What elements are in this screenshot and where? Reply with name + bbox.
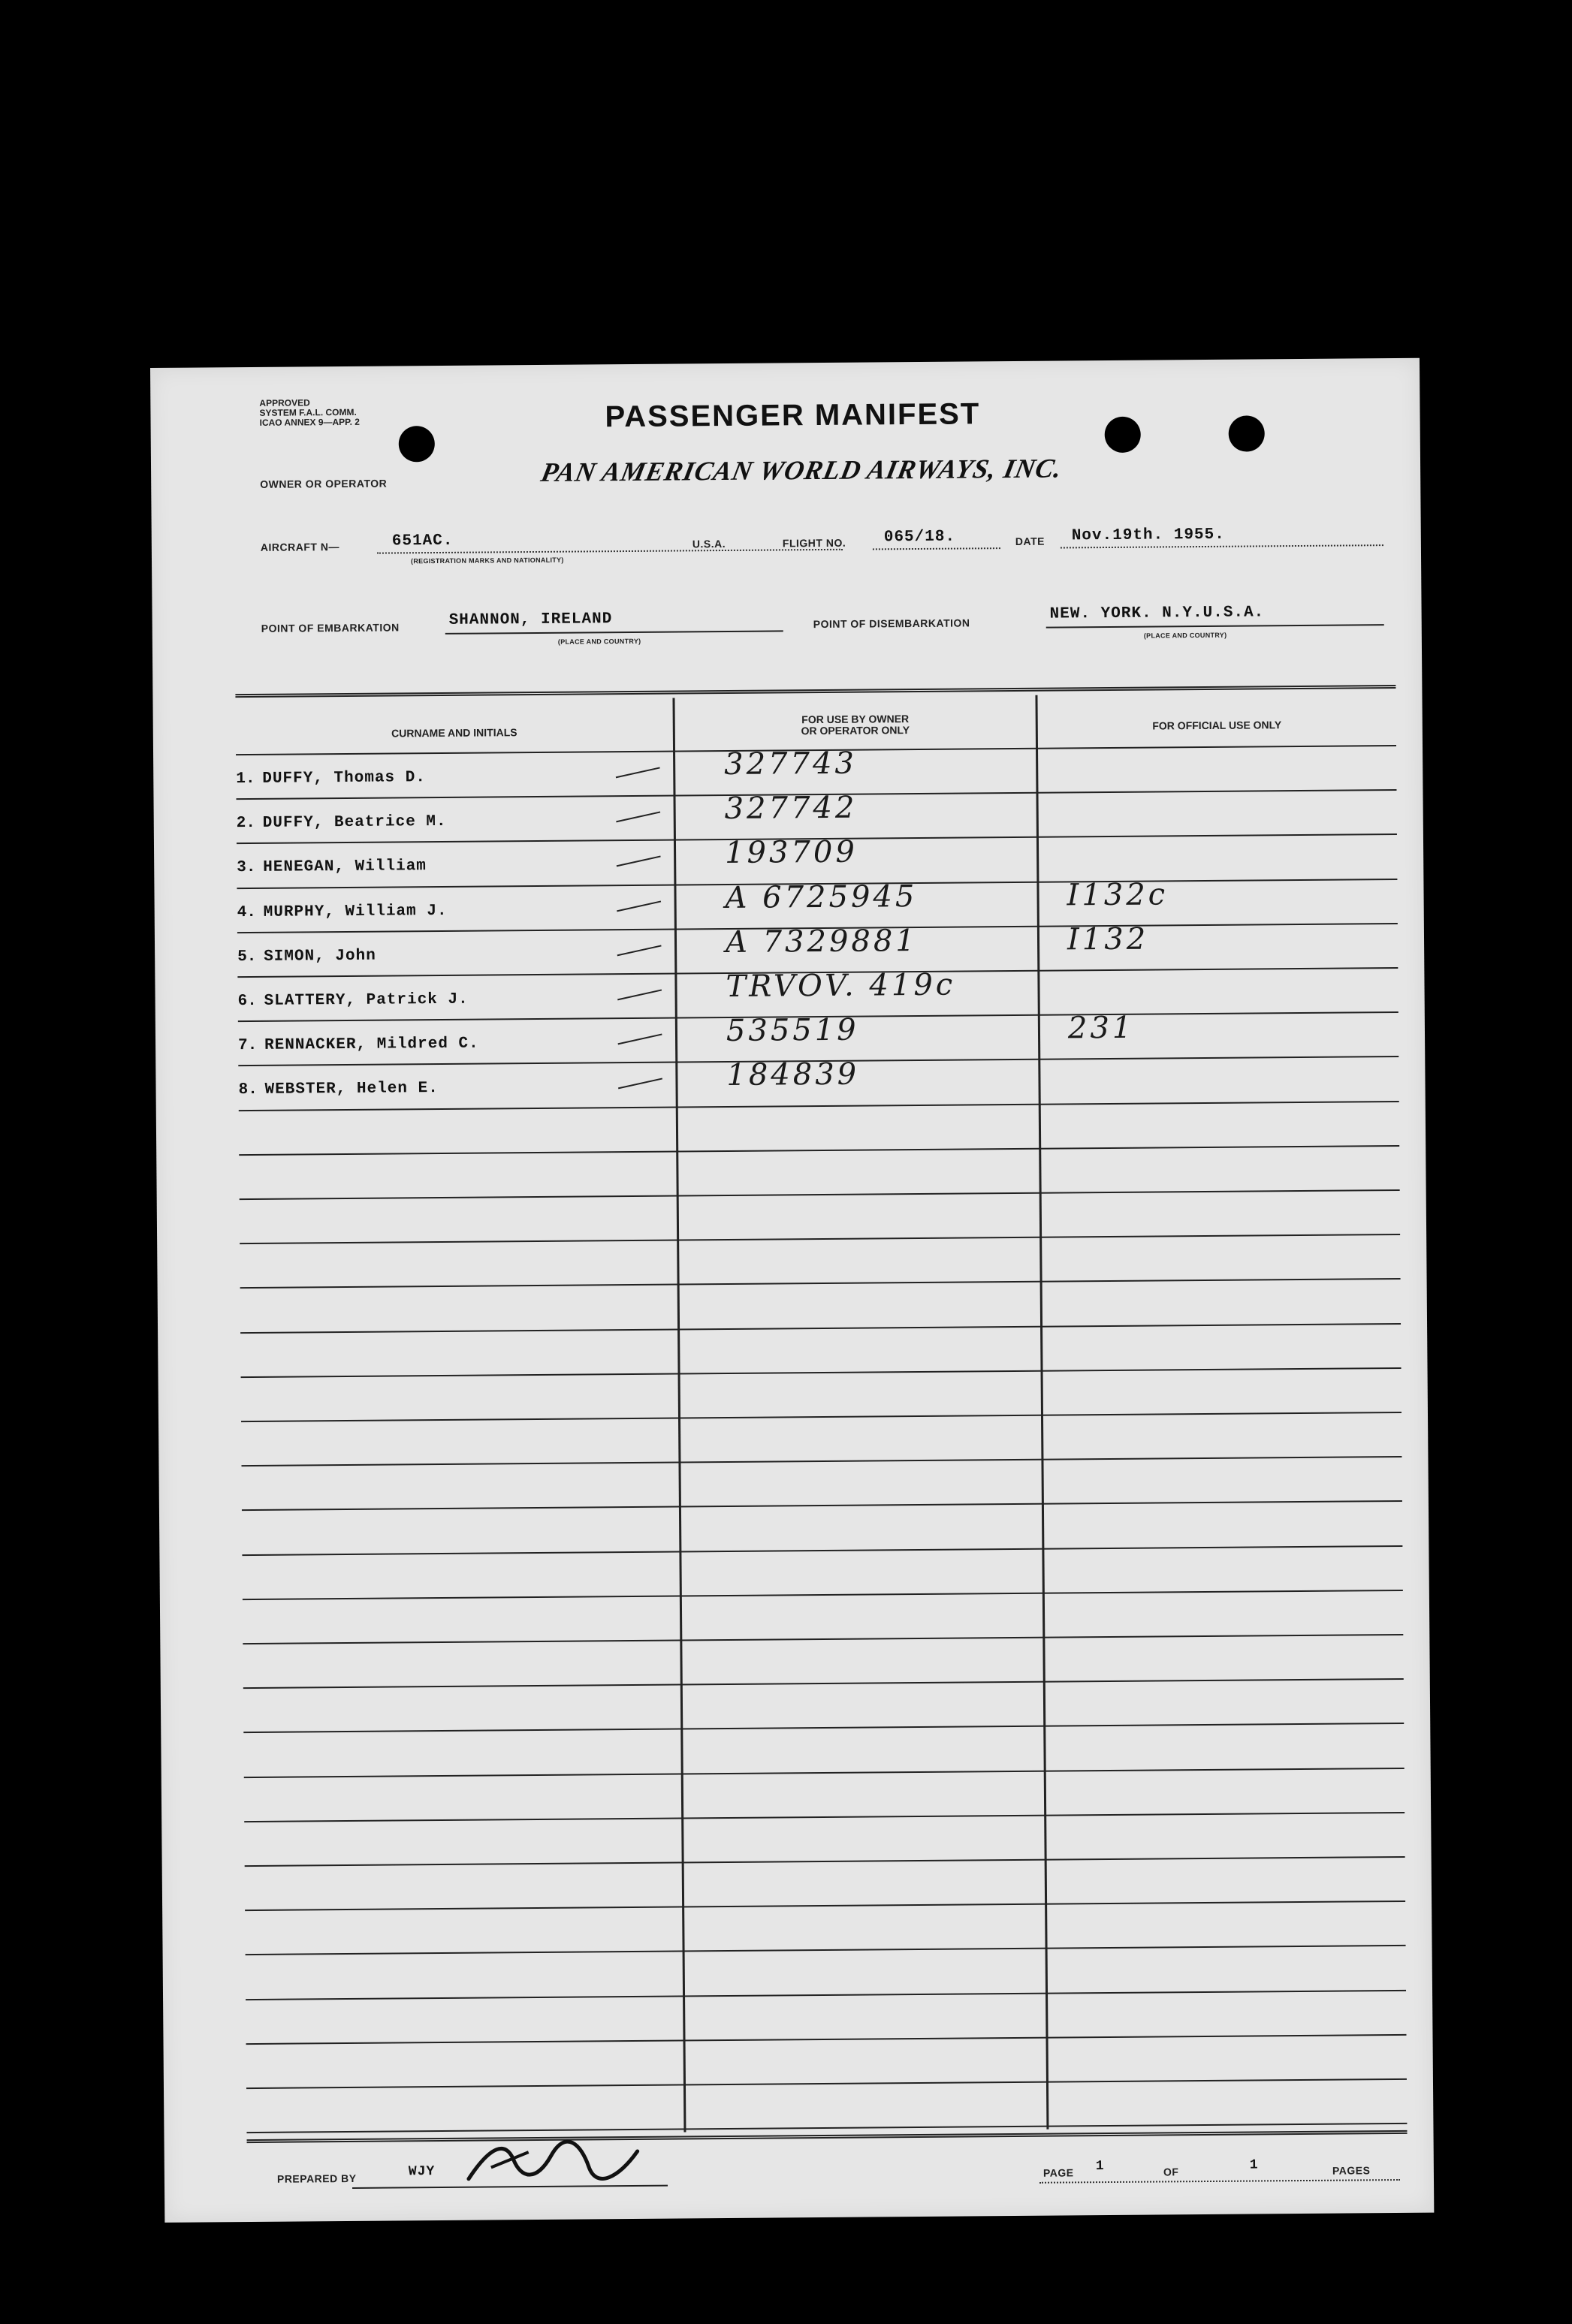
- owner-number: A 7329881: [725, 923, 918, 960]
- owner-label: OWNER OR OPERATOR: [260, 477, 388, 490]
- punch-hole-right: [1229, 415, 1265, 451]
- passenger-name: WEBSTER, Helen E.: [264, 1080, 439, 1099]
- table-top-rule: [235, 685, 1395, 698]
- row-rule: [244, 1768, 1405, 1778]
- disembarkation-value: NEW. YORK. N.Y.U.S.A.: [1049, 604, 1265, 623]
- row-rule: [243, 1723, 1404, 1733]
- row-rule: [243, 1678, 1404, 1689]
- form-title: PASSENGER MANIFEST: [605, 397, 981, 434]
- date-label: DATE: [1015, 535, 1045, 547]
- row-rule: [245, 1856, 1405, 1867]
- passenger-number: 1.: [236, 770, 255, 788]
- pages-value: 1: [1249, 2157, 1259, 2173]
- owner-number: TRVOV. 419c: [726, 967, 956, 1005]
- check-mark: [616, 812, 660, 823]
- date-value: Nov.19th. 1955.: [1071, 526, 1225, 545]
- disembarkation-label: POINT OF DISEMBARKATION: [813, 616, 970, 631]
- approval-stamp: APPROVED SYSTEM F.A.L. COMM. ICAO ANNEX 9—APP. 2: [259, 397, 361, 428]
- airline-name: PAN AMERICAN WORLD AIRWAYS, INC.: [539, 453, 1066, 487]
- row-rule: [242, 1500, 1402, 1511]
- page-label: PAGE: [1042, 2166, 1074, 2179]
- row-rule: [241, 1456, 1402, 1466]
- row-rule: [246, 2034, 1407, 2045]
- passenger-name: DUFFY, Beatrice M.: [262, 813, 447, 833]
- check-mark: [617, 945, 662, 956]
- usa-label: U.S.A.: [692, 537, 726, 550]
- row-rule: [241, 1367, 1402, 1378]
- aircraft-label: AIRCRAFT N—: [260, 541, 339, 553]
- passenger-name: HENEGAN, William: [263, 858, 427, 877]
- row-rule: [246, 1945, 1406, 1955]
- header-name: CURNAME AND INITIALS: [391, 726, 517, 740]
- table-bottom-rule: [247, 2130, 1408, 2143]
- owner-number: 535519: [726, 1012, 859, 1049]
- passenger-name: RENNACKER, Mildred C.: [264, 1035, 479, 1055]
- check-mark: [617, 900, 661, 912]
- embarkation-label: POINT OF EMBARKATION: [261, 621, 400, 635]
- owner-number: A 6725945: [725, 879, 918, 915]
- embarkation-sublabel: (PLACE AND COUNTRY): [557, 637, 641, 646]
- row-rule: [243, 1634, 1403, 1644]
- passenger-number: 8.: [238, 1081, 258, 1099]
- passenger-name: DUFFY, Thomas D.: [262, 769, 427, 788]
- passenger-number: 5.: [237, 948, 257, 966]
- header-owner: FOR USE BY OWNER OR OPERATOR ONLY: [801, 713, 910, 737]
- punch-hole-mid: [1105, 417, 1141, 453]
- row-rule: [244, 1812, 1405, 1822]
- passenger-number: 6.: [237, 992, 257, 1011]
- row-rule: [246, 2078, 1407, 2089]
- passenger-number: 2.: [236, 815, 256, 833]
- check-mark: [617, 856, 661, 867]
- check-mark: [617, 989, 662, 1000]
- row-rule: [241, 1412, 1402, 1422]
- passenger-number: 7.: [238, 1037, 258, 1055]
- of-label: OF: [1163, 2166, 1179, 2178]
- official-code: I132c: [1067, 876, 1169, 913]
- owner-number: 327742: [724, 790, 858, 827]
- official-code: I132: [1067, 921, 1149, 957]
- passenger-number: 3.: [237, 859, 256, 877]
- check-mark: [618, 1078, 662, 1090]
- passenger-name: MURPHY, William J.: [263, 902, 448, 921]
- passenger-number: 4.: [237, 903, 257, 921]
- official-code: 231: [1067, 1010, 1135, 1046]
- row-rule: [239, 1145, 1399, 1156]
- flight-value: 065/18.: [883, 528, 956, 547]
- row-rule: [240, 1189, 1400, 1200]
- passenger-name: SIMON, John: [264, 947, 376, 966]
- passenger-name: SLATTERY, Patrick J.: [264, 990, 469, 1010]
- page-value: 1: [1095, 2159, 1105, 2175]
- manifest-sheet: [150, 358, 1434, 2223]
- pages-label: PAGES: [1332, 2164, 1371, 2177]
- aircraft-sublabel: (REGISTRATION MARKS AND NATIONALITY): [410, 556, 564, 565]
- aircraft-value: 651AC.: [391, 532, 454, 550]
- check-mark: [618, 1034, 662, 1045]
- row-rule: [245, 1900, 1405, 1911]
- row-rule: [240, 1234, 1400, 1244]
- flight-label: FLIGHT NO.: [782, 536, 846, 550]
- check-mark: [616, 767, 660, 778]
- owner-number: 327743: [723, 746, 858, 782]
- row-rule: [246, 1990, 1406, 2000]
- row-rule: [243, 1590, 1403, 1600]
- header-official: FOR OFFICIAL USE ONLY: [1152, 719, 1282, 732]
- row-rule: [240, 1323, 1401, 1334]
- preparer-signature: [461, 2136, 642, 2190]
- row-rule: [240, 1278, 1401, 1289]
- prepared-value: WJY: [408, 2164, 436, 2180]
- row-rule: [242, 1545, 1402, 1556]
- owner-number: 193709: [724, 835, 858, 871]
- disembarkation-sublabel: (PLACE AND COUNTRY): [1143, 631, 1227, 640]
- prepared-label: PREPARED BY: [276, 2172, 357, 2185]
- owner-number: 184839: [726, 1057, 860, 1093]
- embarkation-value: SHANNON, IRELAND: [448, 610, 613, 629]
- punch-hole-left: [399, 426, 435, 462]
